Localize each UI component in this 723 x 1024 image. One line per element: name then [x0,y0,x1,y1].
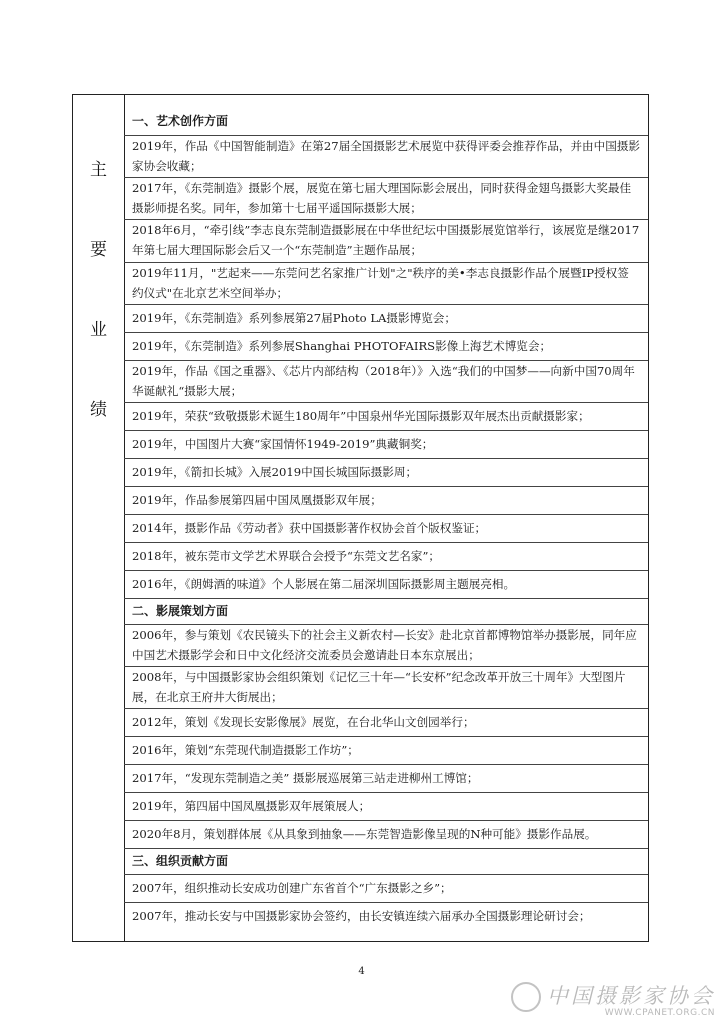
achievement-row [124,514,648,540]
achievement-text: 2019年，《东莞制造》系列参展第27届Photo LA摄影博览会； [132,310,456,325]
achievement-row [124,542,648,568]
section-label-column [73,95,125,941]
achievement-row [124,135,648,175]
achievement-text: 2007年，组织推动长安成功创建广东省首个“广东摄影之乡”； [132,880,452,895]
achievement-row [124,458,648,484]
achievement-text: 2017年，《东莞制造》摄影个展，展览在第七届大理国际影会展出，同时获得金翅鸟摄影大奖最佳摄影师提名奖。同年，参加第十七届平遥国际摄影大展； [132,180,632,215]
achievement-text: 2018年，被东莞市文学艺术界联合会授予“东莞文艺名家”； [132,548,441,563]
achievement-text: 2020年8月，策划群体展《从具象到抽象——东莞智造影像呈现的N种可能》摄影作品展。 [132,826,597,841]
achievement-row [124,360,648,400]
achievement-row [124,902,648,928]
achievement-row [124,486,648,512]
achievement-row [124,792,648,818]
achievement-row [124,820,648,846]
achievement-row [124,570,648,596]
achievement-row [124,666,648,706]
achievements-table [72,94,649,942]
achievement-text: 2019年11月，"艺起来——东莞问艺名家推广计划"之"秩序的美•李志良摄影作品个展暨IP授权签约仪式"在北京艺米空间举办； [132,265,629,300]
achievement-row [124,332,648,358]
achievement-text: 2014年，摄影作品《劳动者》获中国摄影著作权协会首个版权鉴证； [132,520,487,535]
section-heading [124,598,648,622]
seal-icon [511,982,541,1012]
achievement-row [124,402,648,428]
achievement-text: 2019年，中国图片大赛“家国情怀1949-2019”典藏铜奖； [132,436,434,451]
achievement-text: 2016年，策划“东莞现代制造摄影工作坊”； [132,742,359,757]
section-heading [124,848,648,872]
achievement-text: 2019年，作品参展第四届中国凤凰摄影双年展； [132,492,382,507]
achievement-text: 2016年，《朗姆酒的味道》个人影展在第二届深圳国际摄影周主题展亮相。 [132,576,516,591]
achievement-text: 2017年，“发现东莞制造之美” 摄影展巡展第三站走进柳州工博馆； [132,770,479,785]
achievement-text: 2019年，作品《中国智能制造》在第27届全国摄影艺术展览中获得评委会推荐作品，并由中国摄影家协会收藏； [132,138,641,173]
achievement-row [124,304,648,330]
achievement-text: 2019年，荣获“致敬摄影术诞生180周年”中国泉州华光国际摄影双年展杰出贡献摄影家； [132,408,590,423]
watermark-url: WWW.CPANET.ORG.CN [604,1008,715,1018]
achievement-text: 2018年6月，“牵引线”李志良东莞制造摄影展在中华世纪坛中国摄影展览馆举行，该展览是继2017年第七届大理国际影会后又一个“东莞制造”主题作品展； [132,223,640,257]
achievement-text: 2006年，参与策划《农民镜头下的社会主义新农村—长安》赴北京首都博物馆举办摄影展，同年应中国艺术摄影学会和日中文化经济交流委员会邀请赴日本东京展出； [132,627,637,662]
section-heading [124,109,648,133]
achievement-text: 2019年，《箭扣长城》入展2019中国长城国际摄影周； [132,464,418,479]
section-label-char: 要 [90,240,107,260]
achievement-row [124,262,648,302]
achievement-text: 2019年，第四届中国凤凰摄影双年展策展人； [132,798,371,813]
achievement-row [124,874,648,900]
achievement-text: 2008年，与中国摄影家协会组织策划《记忆三十年—“长安杯”纪念改革开放三十周年》大型图片展，在北京王府井大街展出； [132,669,626,704]
achievements-content [124,95,648,941]
section-label-char: 业 [90,320,107,340]
achievement-row [124,708,648,734]
section-label-char: 绩 [90,400,107,420]
section-heading-text: 一、艺术创作方面 [132,114,229,128]
achievement-row [124,764,648,790]
achievement-text: 2019年，作品《国之重器》、《芯片内部结构（2018年）》入选“我们的中国梦——向新中国70周年华诞献礼“摄影大展； [132,363,635,398]
section-heading-text: 三、组织贡献方面 [132,853,229,868]
achievement-row [124,177,648,217]
achievement-text: 2012年，策划《发现长安影像展》展览，在台北华山文创园举行； [132,714,475,729]
achievement-row [124,219,648,260]
watermark-title: 中国摄影家协会 [547,984,715,1008]
page-number: 4 [358,966,365,977]
achievement-row [124,736,648,762]
achievement-row [124,624,648,664]
achievement-row [124,430,648,456]
watermark [547,980,715,1018]
achievement-text: 2019年，《东莞制造》系列参展Shanghai PHOTOFAIRS影像上海艺术博览会； [132,338,552,353]
achievement-text: 2007年，推动长安与中国摄影家协会签约，由长安镇连续六届承办全国摄影理论研讨会； [132,908,591,923]
section-label-char: 主 [90,160,107,180]
section-heading-text: 二、影展策划方面 [132,603,229,618]
